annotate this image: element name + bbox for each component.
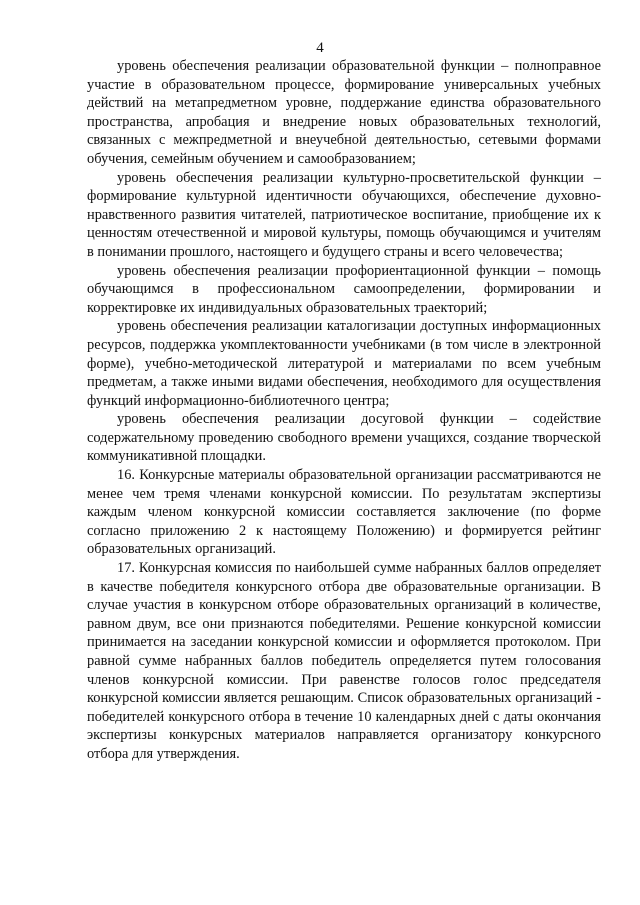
page-number: 4 — [316, 40, 324, 56]
paragraph-educational-function: уровень обеспечения реализации образовательной функции – полноправное участие в образовательном процессе, формирование универсальных учебных действий на метапредметном уровне, поддержание единства образовательного пространства, апробация и внедрение новых образовательных технологий, связанных с межпредметной и внеучебной деятельностью, сетевыми формами обучения, семейным обучением и самообразованием; — [87, 58, 601, 167]
paragraph-item-17: 17. Конкурсная комиссия по наибольшей сумме набранных баллов определяет в качестве победителя конкурсного отбора две образовательные организации. В случае участия в конкурсном отборе образовательных организаций в количестве, равном двум, все они признаются победителями. Решение конкурсной комиссии принимается на заседании конкурсной комиссии и оформляется протоколом. При равной сумме набранных баллов победитель определяется путем голосования членов конкурсной комиссии. При равенстве голосов голос председателя конкурсной комиссии является решающим. Список образовательных организаций - победителей конкурсного отбора в течение 10 календарных дней с даты окончания экспертизы конкурсных материалов направляется организатору конкурсного отбора для утверждения. — [87, 560, 601, 762]
paragraph-cataloging: уровень обеспечения реализации каталогизации доступных информационных ресурсов, поддержка укомплектованности учебниками (в том числе в электронной форме), учебно-методической литературой и материалами по всем учебным предметам, а также иными видами обеспечения, необходимого для осуществления функций информационно-библиотечного центра; — [87, 318, 601, 409]
document-body — [87, 57, 601, 764]
paragraph-leisure-function: уровень обеспечения реализации досуговой функции – содействие содержательному проведению свободного времени учащихся, создание творческой коммуникативной площадки. — [87, 411, 601, 465]
paragraph-career-guidance-function: уровень обеспечения реализации профориентационной функции – помощь обучающимся в профессиональном самоопределении, формировании и корректировке их индивидуальных образовательных траекторий; — [87, 262, 601, 316]
paragraph-item-16: 16. Конкурсные материалы образовательной организации рассматриваются не менее чем тремя членами конкурсной комиссии. По результатам экспертизы каждым членом конкурсной комиссии составляется заключение (по форме согласно приложению 2 к настоящему Положению) и формируется рейтинг образовательных организаций. — [87, 467, 601, 558]
paragraph-cultural-function: уровень обеспечения реализации культурно-просветительской функции – формирование культурной идентичности обучающихся, обеспечение духовно-нравственного развития читателей, патриотическое воспитание, приобщение их к ценностям отечественной и мировой культуры, помощь обучающимся и учителям в понимании прошлого, настоящего и будущего страны и всего человечества; — [87, 169, 601, 260]
